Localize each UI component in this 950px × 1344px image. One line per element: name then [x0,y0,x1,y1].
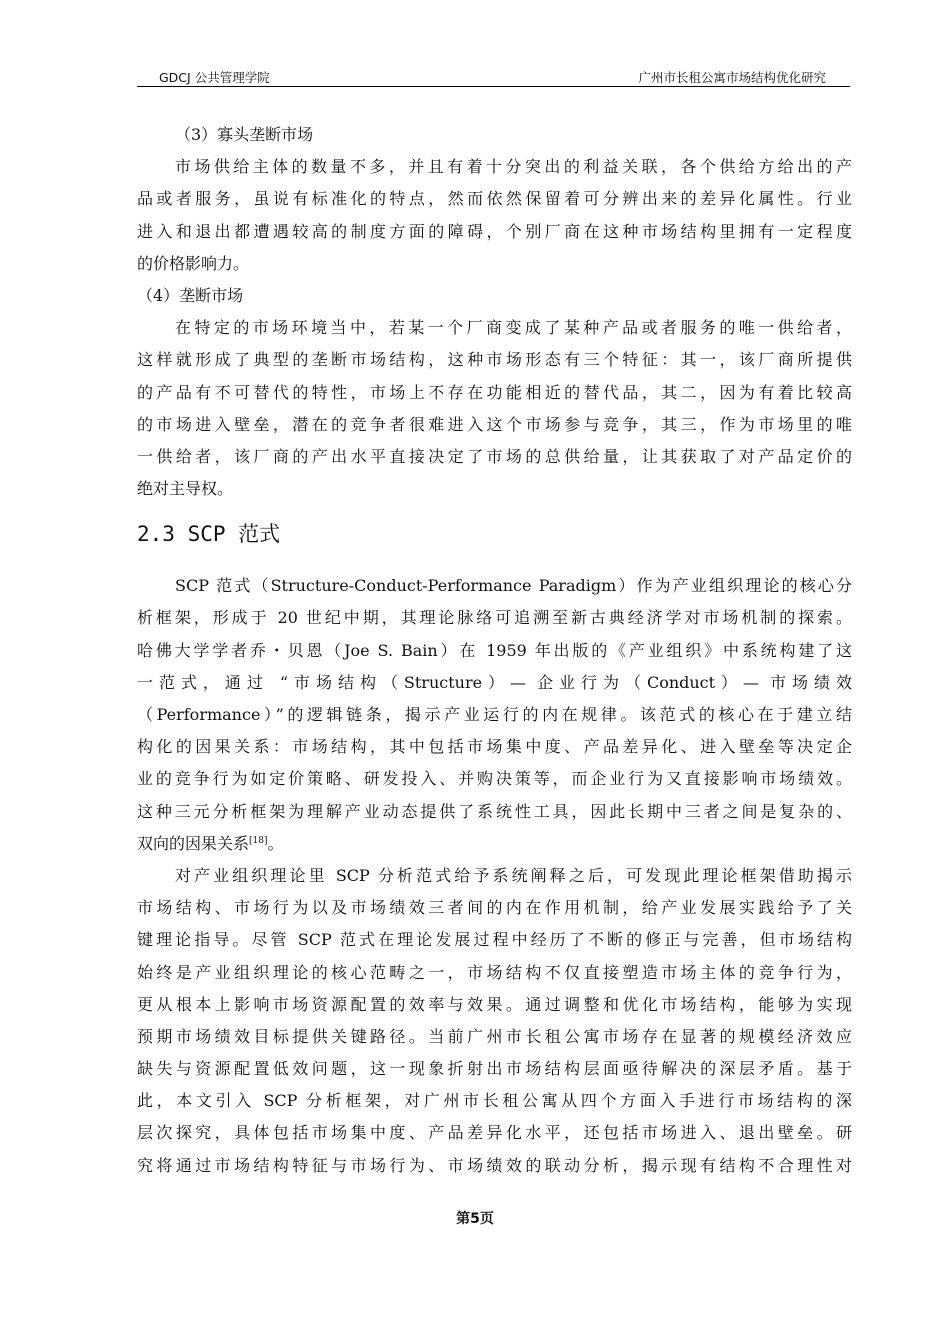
paragraph-line: 析框架，形成于 20 世纪中期，其理论脉络可追溯至新古典经济学对市场机制的探索。 [137,608,852,628]
paragraph-line: 对产业组织理论里 SCP 分析范式给予系统阐释之后，可发现此理论框架借助揭示 [175,865,852,885]
paragraph-line: 究将通过市场结构特征与市场行为、市场绩效的联动分析，揭示现有结构不合理性对 [137,1155,852,1175]
paragraph-line: 市场供给主体的数量不多，并且有着十分突出的利益关联，各个供给方给出的产 [175,157,852,177]
paragraph-line: 市场结构、市场行为以及市场绩效三者间的内在作用机制，给产业发展实践给予了关 [137,898,852,918]
citation-reference[interactable]: [18] [249,835,268,846]
paragraph-line: 的价格影响力。 [137,253,250,273]
subsection-title-monopoly: （4）垄断市场 [137,285,244,305]
paragraph-line: 进入和退出都遭遇较高的制度方面的障碍，个别厂商在这种市场结构里拥有一定程度 [137,221,852,241]
paragraph-line: 始终是产业组织理论的核心范畴之一，市场结构不仅直接塑造市场主体的竞争行为， [137,962,852,982]
paragraph-line: 的产品有不可替代的特性，市场上不存在功能相近的替代品，其二，因为有着比较高 [137,382,852,402]
paragraph-line: 这种三元分析框架为理解产业动态提供了系统性工具，因此长期中三者之间是复杂的、 [137,801,852,821]
paragraph-line: 更从根本上影响市场资源配置的效率与效果。通过调整和优化市场结构，能够为实现 [137,994,852,1014]
paragraph-last-line [137,828,852,860]
paragraph-line: 的市场进入壁垒，潜在的竞争者很难进入这个市场参与竞争，其三，作为市场里的唯 [137,414,852,434]
page-header [137,66,850,87]
paragraph-line: 在特定的市场环境当中，若某一个厂商变成了某种产品或者服务的唯一供给者， [175,318,852,338]
paragraph-line: 预期市场绩效目标提供关键路径。当前广州市长租公寓市场存在显著的规模经济效应 [137,1026,852,1046]
paragraph-line: 一范式，通过 “市场结构（Structure）— 企业行为（Conduct）— 市场绩效 [137,672,852,692]
paragraph-line: 哈佛大学学者乔・贝恩（Joe S. Bain）在 1959 年出版的《产业组织》中系统构建了这 [137,640,852,660]
header-document-title: 广州市长租公寓市场结构优化研究 [638,70,826,85]
paragraph-line: 绝对主导权。 [137,479,234,499]
page-number: 第5页 [456,1211,494,1227]
paragraph-line: 这样就形成了典型的垄断市场结构，这种市场形态有三个特征：其一，该厂商所提供 [137,350,852,370]
paragraph-line: SCP 范式（Structure-Conduct-Performance Paradigm）作为产业组织理论的核心分 [175,576,852,596]
header-institution: GDCJ 公共管理学院 [159,70,270,85]
paragraph-line: 业的竞争行为如定价策略、研发投入、并购决策等，而企业行为又直接影响市场绩效。 [137,769,852,789]
paragraph-line: （Performance）”的逻辑链条，揭示产业运行的内在规律。该范式的核心在于建立结 [137,705,852,724]
page-body [137,119,852,1182]
paragraph-line: 层次探究，具体包括市场集中度、产品差异化水平，还包括市场进入、退出壁垒。研 [137,1123,852,1143]
paragraph-text: 双向的因果关系 [137,833,250,853]
paragraph-line: 缺失与资源配置低效问题，这一现象折射出市场结构层面亟待解决的深层矛盾。基于 [137,1059,852,1079]
paragraph-punctuation: 。 [267,833,284,853]
section-heading-scp: 2.3 SCP 范式 [137,522,281,547]
paragraph-line: 品或者服务，虽说有标准化的特点，然而依然保留着可分辨出来的差异化属性。行业 [137,189,852,209]
paragraph-line: 键理论指导。尽管 SCP 范式在理论发展过程中经历了不断的修正与完善，但市场结构 [137,930,852,950]
paragraph-line: 一供给者，该厂商的产出水平直接决定了市场的总供给量，让其获取了对产品定价的 [137,446,852,466]
paragraph-line: 此，本文引入 SCP 分析框架，对广州市长租公寓从四个方面入手进行市场结构的深 [137,1091,852,1111]
paragraph-line: 构化的因果关系：市场结构，其中包括市场集中度、产品差异化、进入壁垒等决定企 [137,737,852,757]
subsection-title-oligopoly: （3）寡头垄断市场 [175,125,314,144]
